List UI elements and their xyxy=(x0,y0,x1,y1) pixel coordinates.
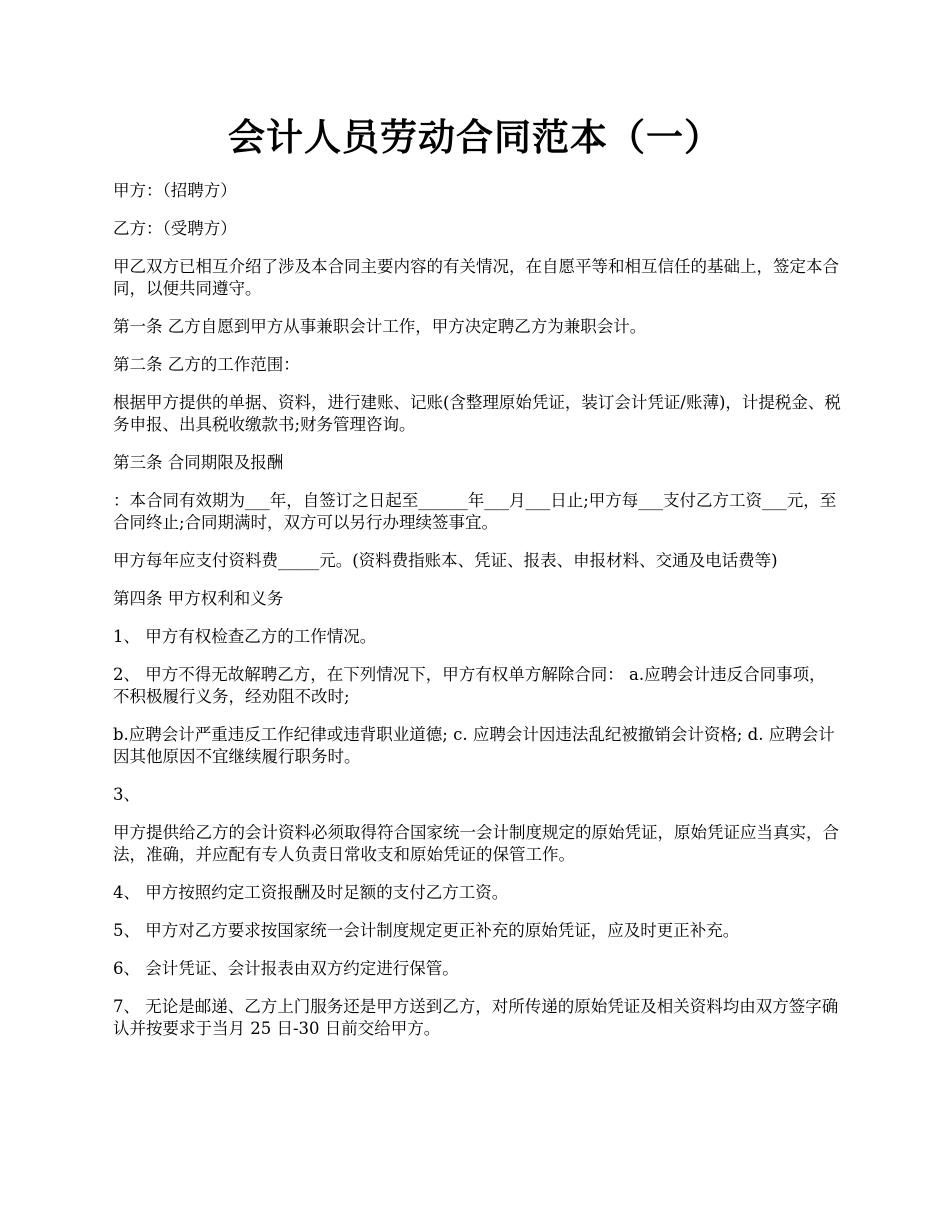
article-4-item-1: 1、 甲方有权检查乙方的工作情况。 xyxy=(113,627,377,646)
article-4-item-6: 6、 会计凭证、会计报表由双方约定进行保管。 xyxy=(113,959,459,978)
article-3-term-clause: ：本合同有效期为___年，自签订之日起至______年___月___日止;甲方每___支付乙方工资___元，至合同终止;合同期满时，双方可以另行办理续签事宜。 xyxy=(113,491,837,532)
article-1: 第一条 乙方自愿到甲方从事兼职会计工作，甲方决定聘乙方为兼职会计。 xyxy=(113,317,647,336)
document-title: 会计人员劳动合同范本（一） xyxy=(228,115,722,159)
article-3-fee-clause: 甲方每年应支付资料费_____元。(资料费指账本、凭证、报表、申报材料、交通及电话费等) xyxy=(113,551,778,570)
article-4-item-2-continued: b.应聘会计严重违反工作纪律或违背职业道德; c. 应聘会计因违法乱纪被撤销会计资格; d. 应聘会计因其他原因不宜继续履行职务时。 xyxy=(113,725,835,766)
article-4-item-7: 7、 无论是邮递、乙方上门服务还是甲方送到乙方，对所传递的原始凭证及相关资料均由双方签字确认并按要求于当月 25 日-30 日前交给甲方。 xyxy=(113,997,839,1038)
article-4-item-4: 4、 甲方按照约定工资报酬及时足额的支付乙方工资。 xyxy=(113,883,509,902)
preamble-paragraph: 甲乙双方已相互介绍了涉及本合同主要内容的有关情况，在自愿平等和相互信任的基础上，签定本合同，以便共同遵守。 xyxy=(113,257,839,298)
article-3-heading: 第三条 合同期限及报酬 xyxy=(113,453,284,472)
article-4-item-2: 2、 甲方不得无故解聘乙方，在下列情况下，甲方有权单方解除合同： a.应聘会计违反合同事项，不积极履行义务，经劝阻不改时; xyxy=(113,665,826,706)
article-2-content: 根据甲方提供的单据、资料，进行建账、记账(含整理原始凭证，装订会计凭证/账薄)，计提税金、税务申报、出具税收缴款书;财务管理咨询。 xyxy=(113,393,841,434)
document-body xyxy=(113,180,841,1056)
article-2-heading: 第二条 乙方的工作范围： xyxy=(113,355,300,374)
article-4-item-3: 甲方提供给乙方的会计资料必须取得符合国家统一会计制度规定的原始凭证，原始凭证应当真实，合法，准确，并应配有专人负责日常收支和原始凭证的保管工作。 xyxy=(113,823,839,864)
party-a-line: 甲方：（招聘方） xyxy=(113,181,237,200)
article-4-item-5: 5、 甲方对乙方要求按国家统一会计制度规定更正补充的原始凭证，应及时更正补充。 xyxy=(113,921,740,940)
article-4-item-3-number: 3、 xyxy=(113,785,140,804)
party-b-line: 乙方：（受聘方） xyxy=(113,219,237,238)
article-4-heading: 第四条 甲方权利和义务 xyxy=(113,589,284,608)
